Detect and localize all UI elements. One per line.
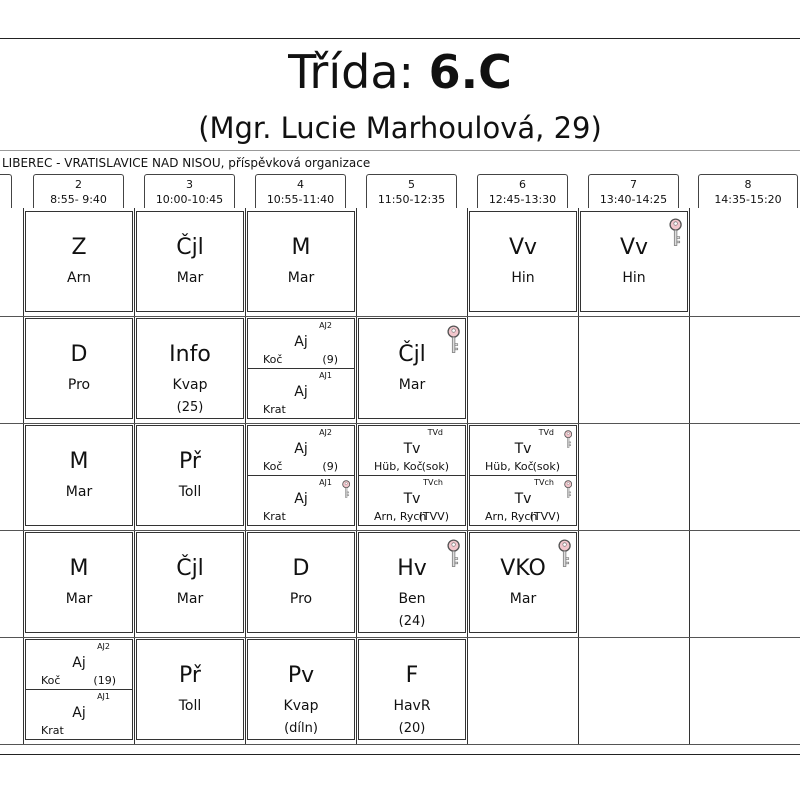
subject: Tv — [403, 490, 421, 507]
key-icon — [558, 539, 571, 572]
grid-vline — [578, 208, 579, 744]
teacher: Mar — [176, 591, 204, 607]
teacher: Hin — [622, 270, 646, 286]
lesson-cell[interactable] — [580, 211, 688, 312]
lesson-cell[interactable] — [136, 532, 244, 633]
class-name: 6.C — [428, 45, 512, 99]
group-label: TVch — [534, 477, 554, 487]
room: (TVV) — [418, 510, 449, 523]
teacher: Krat — [263, 510, 286, 523]
grid-hline — [0, 637, 800, 638]
period-time: 13:40-14:25 — [599, 193, 668, 206]
teacher: Kvap — [172, 377, 208, 393]
teacher: Mar — [176, 270, 204, 286]
group-label: TVd — [538, 428, 554, 437]
title-prefix: Třída: — [288, 45, 429, 99]
key-icon — [564, 480, 572, 502]
period-number: 7 — [630, 178, 637, 191]
subject: M — [69, 449, 89, 474]
room: (20) — [398, 721, 426, 736]
split-lesson[interactable] — [359, 426, 465, 476]
lesson-cell[interactable] — [358, 425, 466, 526]
lesson-cell[interactable] — [247, 532, 355, 633]
group-label: AJ1 — [319, 370, 332, 380]
teacher: Toll — [178, 484, 202, 500]
period-header-partial — [0, 174, 12, 208]
grid-hline — [0, 744, 800, 745]
teacher: HavR — [393, 698, 431, 714]
grid-vline — [689, 208, 690, 744]
subject: M — [69, 556, 89, 581]
group-label: AJ2 — [319, 428, 332, 437]
subject: Tv — [514, 441, 532, 457]
teacher: Mar — [65, 591, 93, 607]
lesson-cell[interactable] — [469, 425, 577, 526]
header-rule — [0, 150, 800, 151]
subject: Aj — [294, 334, 308, 350]
class-teacher: (Mgr. Lucie Marhoulová, 29) — [198, 111, 602, 145]
period-header-5 — [366, 174, 457, 208]
teacher: Kvap — [283, 698, 319, 714]
group-label: AJ1 — [319, 477, 332, 487]
subject: Čjl — [176, 556, 204, 581]
group-label: TVch — [423, 477, 443, 487]
room: (TVV) — [529, 510, 560, 523]
split-lesson[interactable] — [359, 476, 465, 526]
split-lesson[interactable] — [248, 426, 354, 476]
grid-hline — [0, 316, 800, 317]
teacher: Pro — [67, 377, 91, 393]
subject: Vv — [508, 235, 538, 260]
split-lesson[interactable] — [248, 319, 354, 369]
group-label: AJ1 — [97, 691, 110, 701]
subject: Vv — [619, 235, 649, 260]
teacher: Ben — [398, 591, 426, 607]
grid-hline — [0, 530, 800, 531]
subject: Z — [71, 235, 87, 260]
key-icon — [342, 480, 350, 502]
room: (9) — [322, 459, 338, 473]
teacher: Arn, Rych — [485, 510, 538, 523]
subject: Aj — [72, 704, 86, 721]
split-lesson[interactable] — [470, 476, 576, 526]
group-label: AJ2 — [97, 642, 110, 651]
subject: Info — [169, 342, 211, 367]
top-rule — [0, 38, 800, 39]
group-label: AJ2 — [319, 321, 332, 330]
grid-vline — [356, 208, 357, 744]
key-icon — [447, 325, 460, 358]
lesson-cell[interactable] — [136, 318, 244, 419]
subject: Aj — [294, 383, 308, 400]
period-time: 8:55- 9:40 — [50, 193, 107, 206]
subject: F — [405, 663, 419, 688]
period-header-4 — [255, 174, 346, 208]
period-time: 11:50-12:35 — [377, 193, 446, 206]
grid-vline — [245, 208, 246, 744]
group-label: TVd — [427, 428, 443, 437]
teacher: Arn, Rych — [374, 510, 427, 523]
room: (sok) — [532, 459, 560, 473]
teacher: Koč — [263, 352, 283, 366]
period-header-8 — [698, 174, 798, 208]
period-header-3 — [144, 174, 235, 208]
lesson-cell[interactable] — [136, 639, 244, 740]
period-time: 12:45-13:30 — [488, 193, 557, 206]
teacher: Pro — [289, 591, 313, 607]
subject: Čjl — [176, 235, 204, 260]
grid-vline — [134, 208, 135, 744]
subject: D — [292, 556, 310, 581]
subject: Př — [179, 449, 201, 474]
room: (25) — [176, 400, 204, 415]
teacher: Hin — [511, 270, 535, 286]
lesson-cell[interactable] — [25, 639, 133, 740]
teacher: Mar — [287, 270, 315, 286]
subject: Tv — [403, 441, 421, 457]
grid-hline — [0, 423, 800, 424]
room: (díln) — [284, 721, 318, 736]
period-header-2 — [33, 174, 124, 208]
lesson-cell[interactable] — [247, 639, 355, 740]
subject: M — [291, 235, 311, 260]
period-number: 4 — [297, 178, 304, 191]
lesson-cell[interactable] — [136, 425, 244, 526]
lesson-cell[interactable] — [358, 639, 466, 740]
teacher: Koč — [263, 459, 283, 473]
lesson-cell[interactable] — [136, 211, 244, 312]
split-lesson[interactable] — [26, 640, 132, 690]
subject: VKO — [500, 556, 546, 581]
room: (24) — [398, 614, 426, 629]
bottom-rule — [0, 754, 800, 755]
lesson-cell[interactable] — [247, 318, 355, 419]
subject: Pv — [287, 663, 315, 688]
period-number: 6 — [519, 178, 526, 191]
subject: D — [70, 342, 88, 367]
split-lesson[interactable] — [248, 369, 354, 419]
school-name: LIBEREC - VRATISLAVICE NAD NISOU, příspěvková organizace — [2, 156, 371, 170]
teacher: Krat — [41, 724, 64, 737]
teacher: Hüb, Koč — [374, 459, 423, 473]
teacher: Mar — [398, 377, 426, 393]
teacher: Krat — [263, 403, 286, 416]
lesson-cell[interactable] — [247, 425, 355, 526]
room: (9) — [322, 352, 338, 366]
key-icon — [669, 218, 682, 251]
teacher: Mar — [509, 591, 537, 607]
teacher: Mar — [65, 484, 93, 500]
subject: Aj — [294, 490, 308, 507]
grid-vline — [467, 208, 468, 744]
teacher: Arn — [67, 270, 91, 286]
period-header-7 — [588, 174, 679, 208]
subject: Čjl — [398, 342, 426, 367]
period-time: 10:55-11:40 — [266, 193, 335, 206]
split-lesson[interactable] — [248, 476, 354, 526]
lesson-cell[interactable] — [469, 532, 577, 633]
split-lesson[interactable] — [26, 690, 132, 740]
grid-vline — [23, 208, 24, 744]
teacher: Koč — [41, 673, 61, 687]
split-lesson[interactable] — [470, 426, 576, 476]
lesson-cell[interactable] — [247, 211, 355, 312]
room: (19) — [93, 673, 116, 687]
lesson-cell[interactable] — [25, 211, 133, 312]
lesson-cell[interactable] — [25, 532, 133, 633]
subject: Aj — [72, 655, 86, 671]
lesson-cell[interactable] — [25, 318, 133, 419]
subject: Tv — [514, 490, 532, 507]
teacher: Hüb, Koč — [485, 459, 534, 473]
period-header-6 — [477, 174, 568, 208]
subject: Hv — [397, 556, 427, 581]
period-number: 8 — [744, 178, 752, 191]
period-number: 2 — [75, 178, 82, 191]
lesson-cell[interactable] — [469, 211, 577, 312]
page-title — [0, 44, 800, 100]
key-icon — [447, 539, 460, 572]
lesson-cell[interactable] — [358, 318, 466, 419]
key-icon — [564, 430, 572, 452]
period-time: 14:35-15:20 — [714, 193, 782, 206]
period-time: 10:00-10:45 — [155, 193, 224, 206]
lesson-cell[interactable] — [25, 425, 133, 526]
teacher: Toll — [178, 698, 202, 714]
period-number: 5 — [408, 178, 415, 191]
room: (sok) — [421, 459, 449, 473]
subject: Př — [179, 663, 201, 688]
lesson-cell[interactable] — [358, 532, 466, 633]
subject: Aj — [294, 441, 308, 457]
period-number: 3 — [186, 178, 193, 191]
